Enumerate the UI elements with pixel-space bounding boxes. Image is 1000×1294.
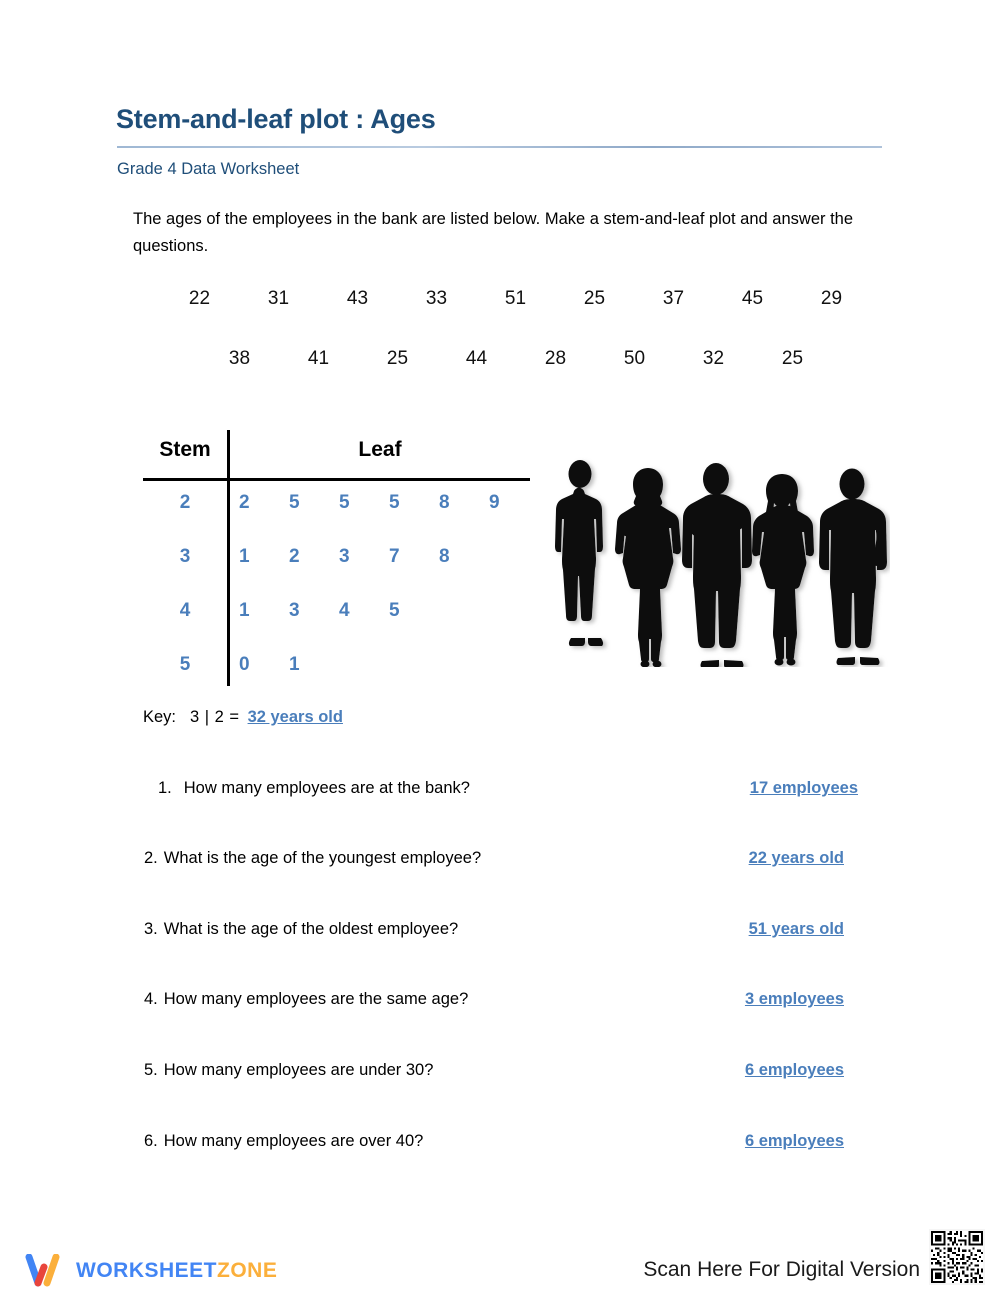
question-number: 5. [144,1061,158,1079]
leaf-value: 1 [239,600,250,621]
silhouette-man-1 [555,460,603,646]
data-value: 25 [386,348,409,369]
leaf-value: 2 [239,492,250,513]
question-answer: 6 employees [744,1132,844,1150]
data-value: 50 [623,348,646,369]
data-value: 38 [228,348,251,369]
leaf-value: 2 [289,546,300,567]
stem-value: 3 [179,546,191,567]
leaf-value: 5 [339,492,350,513]
plot-key [143,708,343,727]
question-body: How many employees are over 40? [163,1132,424,1150]
data-values-row-1 [160,288,860,310]
leaf-value: 8 [439,492,450,513]
leaf-values [239,654,339,676]
question-number: 2. [144,849,158,867]
worksheetzone-mark-icon [24,1254,68,1288]
data-value: 51 [504,288,527,309]
stem-value: 5 [179,654,191,675]
page-title: Stem-and-leaf plot : Ages [116,104,436,134]
silhouette-woman-2 [752,474,814,666]
title-divider [117,146,882,148]
question-text [144,1061,433,1080]
leaf-value: 7 [389,546,400,567]
question-item [144,920,844,944]
silhouette-woman-1 [615,468,681,667]
data-value: 44 [465,348,488,369]
logo-text-worksheet: WORKSHEET [76,1259,217,1282]
question-item [144,1061,844,1085]
plot-header-stem: Stem [159,438,211,461]
question-text [158,779,470,798]
data-value: 29 [820,288,843,309]
question-text [144,920,458,939]
data-value: 33 [425,288,448,309]
question-answer: 51 years old [748,920,844,938]
instructions-text: The ages of the employees in the bank are listed below. Make a stem-and-leaf plot and answer the questions. [133,210,854,255]
question-body: How many employees are under 30? [163,1061,434,1079]
plot-horizontal-divider [143,478,530,481]
leaf-value: 5 [289,492,300,513]
data-value: 37 [662,288,685,309]
stem-value: 4 [179,600,191,621]
data-value: 25 [781,348,804,369]
question-text [144,849,481,868]
question-text [144,1132,423,1151]
question-body: How many employees are at the bank? [183,779,470,797]
key-example: 3 | 2 = [190,708,240,726]
scan-prompt-text: Scan Here For Digital Version [643,1258,920,1281]
qr-code-icon[interactable] [929,1229,985,1285]
question-answer: 17 employees [749,779,858,797]
question-number: 1. [158,779,172,797]
question-body: How many employees are the same age? [163,990,469,1008]
data-value: 25 [583,288,606,309]
data-value: 45 [741,288,764,309]
data-value: 43 [346,288,369,309]
question-body: What is the age of the youngest employee? [163,849,482,867]
question-number: 6. [144,1132,158,1150]
leaf-value: 3 [339,546,350,567]
plot-row [143,492,530,546]
plot-row [143,654,530,708]
plot-header-leaf: Leaf [358,438,402,461]
leaf-values [239,600,439,622]
plot-row [143,546,530,600]
leaf-value: 5 [389,600,400,621]
silhouette-man-2 [682,463,752,667]
question-answer: 22 years old [748,849,844,867]
leaf-value: 4 [339,600,350,621]
question-text [144,990,468,1009]
data-value: 41 [307,348,330,369]
silhouette-man-3 [819,469,887,666]
stem-value: 2 [179,492,191,513]
data-value: 31 [267,288,290,309]
question-item [158,779,858,803]
leaf-value: 9 [489,492,500,513]
question-body: What is the age of the oldest employee? [163,920,459,938]
question-item [144,990,844,1014]
key-answer: 32 years old [247,708,343,726]
logo-text-zone: ZONE [217,1259,278,1282]
plot-row [143,600,530,654]
question-number: 4. [144,990,158,1008]
leaf-values [239,492,539,514]
leaf-value: 0 [239,654,250,675]
people-silhouettes-image [540,452,890,667]
leaf-values [239,546,489,568]
question-item [144,849,844,873]
question-answer: 6 employees [744,1061,844,1079]
leaf-value: 5 [389,492,400,513]
leaf-value: 3 [289,600,300,621]
question-item [144,1132,844,1156]
leaf-value: 1 [289,654,300,675]
data-values-row-2 [200,348,820,370]
key-label: Key: [143,708,177,726]
leaf-value: 1 [239,546,250,567]
question-number: 3. [144,920,158,938]
page-subtitle: Grade 4 Data Worksheet [117,160,300,178]
leaf-value: 8 [439,546,450,567]
data-value: 22 [188,288,211,309]
data-value: 32 [702,348,725,369]
data-value: 28 [544,348,567,369]
worksheetzone-logo[interactable] [24,1252,277,1290]
stem-and-leaf-plot [143,430,533,692]
question-answer: 3 employees [744,990,844,1008]
